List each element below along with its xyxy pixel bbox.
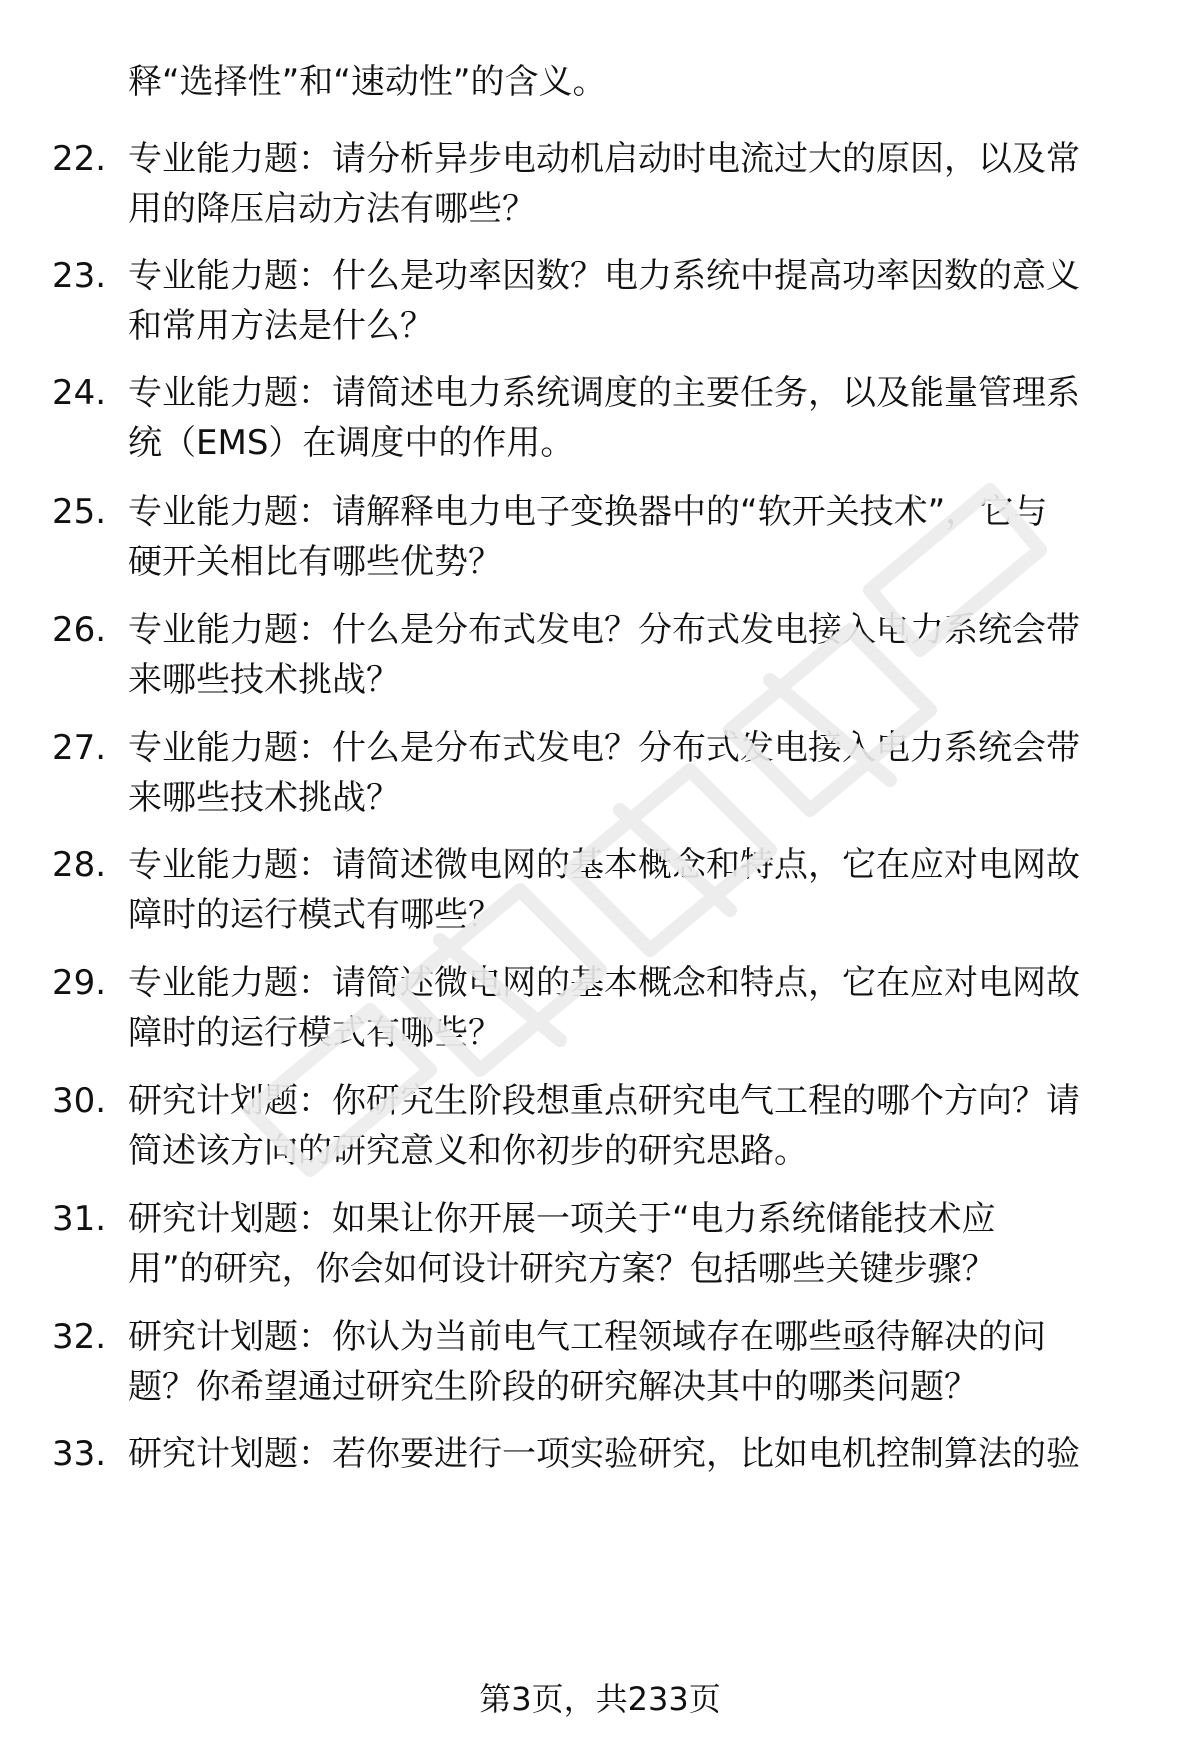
question-number: 33.	[52, 1434, 107, 1474]
question-number: 22.	[52, 139, 107, 179]
question-text-line-2: 来哪些技术挑战？	[128, 660, 400, 700]
question-number: 29.	[52, 963, 107, 1003]
question-number: 32.	[52, 1317, 107, 1357]
question-text-line-1: 专业能力题：什么是分布式发电？分布式发电接入电力系统会带	[128, 728, 1080, 768]
question-text-line-2: 题？你希望通过研究生阶段的研究解决其中的哪类问题？	[128, 1367, 978, 1407]
question-number: 24.	[52, 373, 107, 413]
question-text-line-1: 专业能力题：什么是分布式发电？分布式发电接入电力系统会带	[128, 610, 1080, 650]
question-text-line-1: 专业能力题：请简述微电网的基本概念和特点，它在应对电网故	[128, 845, 1080, 885]
question-text-line-2: 障时的运行模式有哪些？	[128, 895, 502, 935]
question-text-line-2: 用的降压启动方法有哪些？	[128, 189, 536, 229]
intro-line: 释“选择性”和“速动性”的含义。	[128, 62, 607, 102]
question-number: 28.	[52, 845, 107, 885]
question-text-line-1: 专业能力题：什么是功率因数？电力系统中提高功率因数的意义	[128, 256, 1080, 296]
question-text-line-1: 专业能力题：请分析异步电动机启动时电流过大的原因，以及常	[128, 139, 1080, 179]
page-footer: 第3页，共233页	[479, 1680, 721, 1718]
question-text-line-1: 专业能力题：请简述微电网的基本概念和特点，它在应对电网故	[128, 963, 1080, 1003]
question-text-line-2: 统（EMS）在调度中的作用。	[128, 423, 575, 463]
question-number: 27.	[52, 728, 107, 768]
question-text-line-2: 和常用方法是什么？	[128, 306, 434, 346]
question-text-line-2: 硬开关相比有哪些优势？	[128, 542, 502, 582]
question-text-line-2: 障时的运行模式有哪些？	[128, 1013, 502, 1053]
question-text-line-1: 研究计划题：你研究生阶段想重点研究电气工程的哪个方向？请	[128, 1081, 1080, 1121]
question-number: 23.	[52, 256, 107, 296]
question-text-line-2: 来哪些技术挑战？	[128, 778, 400, 818]
question-text-line-1: 研究计划题：你认为当前电气工程领域存在哪些亟待解决的问	[128, 1317, 1046, 1357]
question-number: 26.	[52, 610, 107, 650]
question-text-line-1: 专业能力题：请简述电力系统调度的主要任务，以及能量管理系	[128, 373, 1080, 413]
question-text-line-1: 专业能力题：请解释电力电子变换器中的“软开关技术”，它与	[128, 492, 1048, 532]
question-text-line-2: 简述该方向的研究意义和你初步的研究思路。	[128, 1131, 808, 1171]
question-text-line-1: 研究计划题：如果让你开展一项关于“电力系统储能技术应	[128, 1199, 996, 1239]
question-number: 30.	[52, 1081, 107, 1121]
question-text-line-1: 研究计划题：若你要进行一项实验研究，比如电机控制算法的验	[128, 1434, 1080, 1474]
question-number: 31.	[52, 1199, 107, 1239]
question-number: 25.	[52, 492, 107, 532]
question-text-line-2: 用”的研究，你会如何设计研究方案？包括哪些关键步骤？	[128, 1249, 996, 1289]
